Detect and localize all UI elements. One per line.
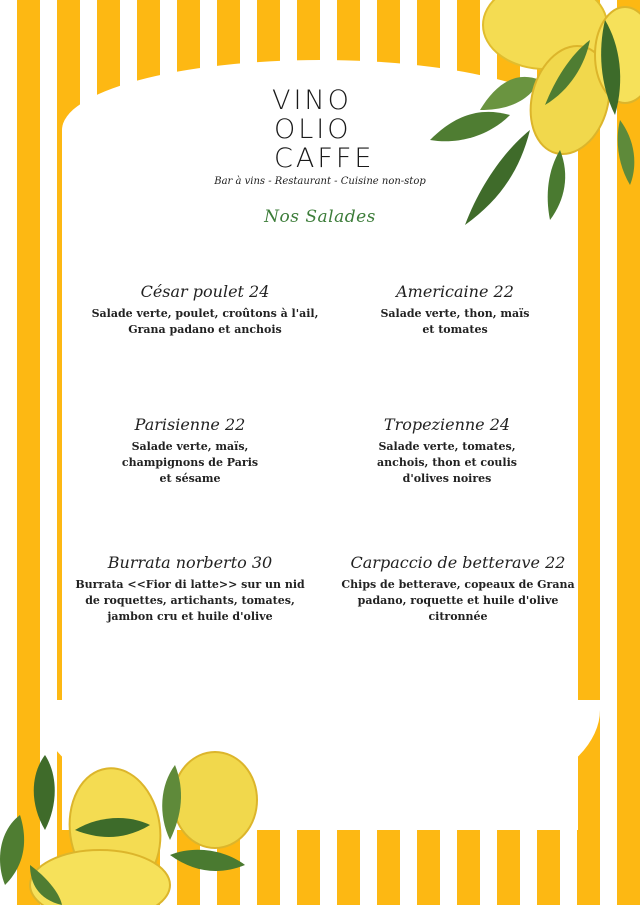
- menu-item: [85, 282, 325, 338]
- menu-item: [70, 553, 310, 625]
- leaf-shape: [430, 112, 510, 141]
- item-description: Salade verte, poulet, croûtons à l'ail, Grana padano et anchois: [91, 307, 319, 336]
- item-description: Burrata <<Fior di latte>> sur un nid de roquettes, artichants, tomates, jambon cru et huile d'olive: [75, 578, 305, 623]
- leaf-shape: [34, 755, 55, 830]
- item-description: Salade verte, thon, maïs et tomates: [380, 307, 530, 336]
- brand-tagline: Bar à vins - Restaurant - Cuisine non-stop: [214, 176, 426, 187]
- logo-line: VINO: [272, 85, 352, 116]
- item-name: Parisienne 22: [134, 415, 246, 434]
- lemon-shape: [173, 752, 257, 848]
- lemon-branch-top-illustration: [420, 0, 640, 235]
- item-description: Salade verte, tomates, anchois, thon et coulis d'olives noires: [377, 440, 517, 485]
- menu-item: [327, 415, 567, 487]
- menu-item: [70, 415, 310, 487]
- item-name: Carpaccio de betterave 22: [350, 553, 566, 572]
- item-name: César poulet 24: [140, 282, 270, 301]
- menu-item: [338, 553, 578, 625]
- leaf-shape: [170, 850, 245, 871]
- item-name: Burrata norberto 30: [107, 553, 273, 572]
- leaf-shape: [0, 815, 24, 885]
- brand-logo: [270, 86, 380, 173]
- section-title: Nos Salades: [264, 207, 376, 227]
- item-name: Tropezienne 24: [383, 415, 511, 434]
- lemon-branch-bottom-illustration: [0, 735, 280, 905]
- menu-item: [335, 282, 575, 338]
- leaf-shape: [162, 765, 181, 840]
- item-name: Americaine 22: [396, 282, 514, 301]
- logo-line: CAFFE: [274, 143, 375, 174]
- item-description: Chips de betterave, copeaux de Grana padano, roquette et huile d'olive citronnée: [341, 578, 575, 623]
- item-description: Salade verte, maïs, champignons de Paris et sésame: [121, 440, 259, 485]
- logo-line: OLIO: [274, 114, 352, 145]
